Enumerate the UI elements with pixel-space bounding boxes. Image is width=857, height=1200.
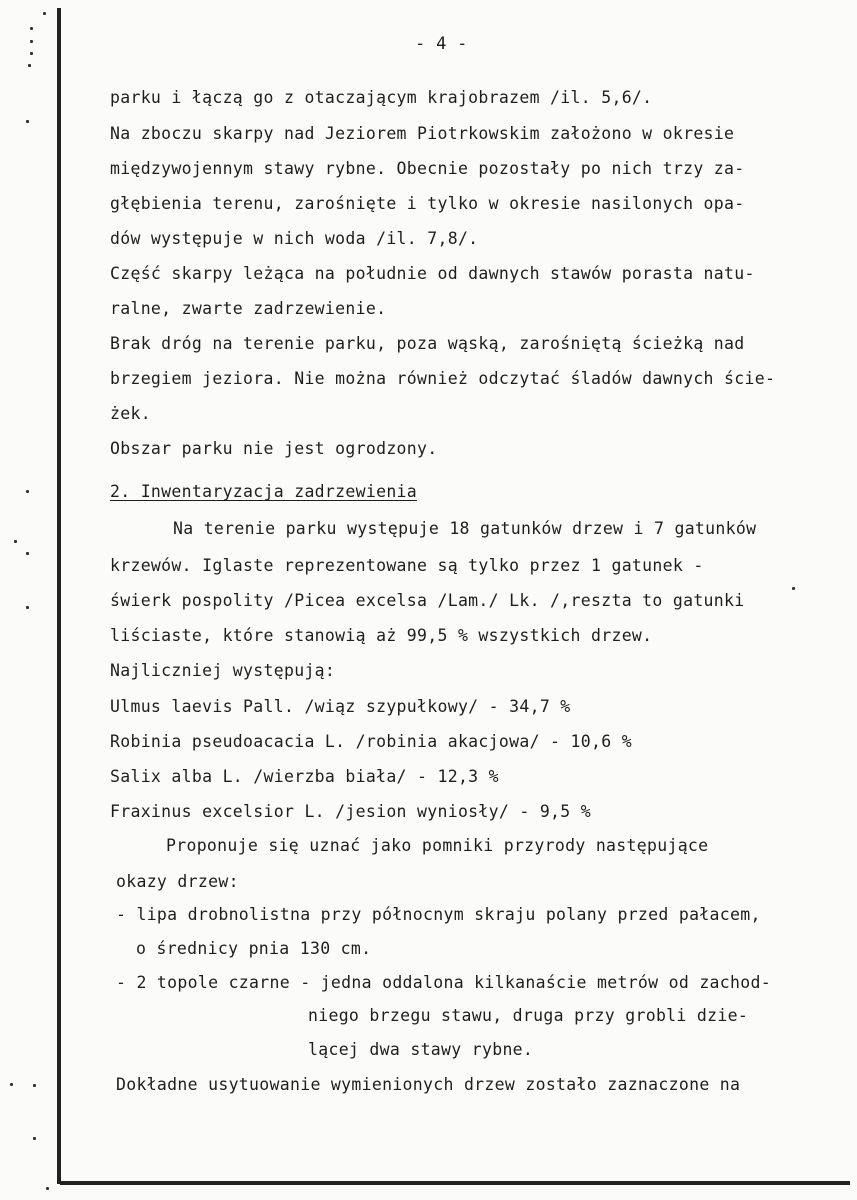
text-line: liściaste, które stanowią aż 99,5 % wszystkich drzew. [110,626,653,645]
text-line: Najliczniej występują: [110,661,336,680]
species-line: Salix alba L. /wierzba biała/ - 12,3 % [110,767,499,786]
text-line: krzewów. Iglaste reprezentowane są tylko przez 1 gatunek - [110,556,704,575]
text-line: niego brzegu stawu, druga przy grobli dzie- [308,1006,749,1025]
margin-mark [14,540,17,543]
text-line: międzywojennym stawy rybne. Obecnie pozostały po nich trzy za- [110,159,745,178]
text-line: głębienia terenu, zarośnięte i tylko w okresie nasilonych opa- [110,194,745,213]
margin-mark [30,27,33,30]
species-line: Robinia pseudoacacia L. /robinia akacjowa/ - 10,6 % [110,732,632,751]
text-line: Część skarpy leżąca na południe od dawnych stawów porasta natu- [110,264,755,283]
margin-mark [28,64,31,67]
margin-mark [33,1084,36,1087]
species-line: Ulmus laevis Pall. /wiąz szypułkowy/ - 34,7 % [110,697,571,716]
text-line: świerk pospolity /Picea excelsa /Lam./ Lk. /,reszta to gatunki [110,591,745,610]
text-line: Na zboczu skarpy nad Jeziorem Piotrkowskim założono w okresie [110,124,735,143]
margin-mark [46,1187,49,1190]
species-line: Fraxinus excelsior L. /jesion wyniosły/ - 9,5 % [110,802,591,821]
text-line: dów występuje w nich woda /il. 7,8/. [110,229,479,248]
text-line: Obszar parku nie jest ogrodzony. [110,439,438,458]
text-line: żek. [110,404,151,423]
margin-mark [30,52,33,55]
margin-mark [43,12,46,15]
list-item: - lipa drobnolistna przy północnym skraju polany przed pałacem, [116,905,761,924]
text-line: Proponuje się uznać jako pomniki przyrody następujące [166,836,709,855]
text-line: Na terenie parku występuje 18 gatunków drzew i 7 gatunków [173,519,757,538]
page-bottom-border [60,1181,850,1185]
text-line: okazy drzew: [116,872,239,891]
margin-mark [26,606,29,609]
text-line: ralne, zwarte zadrzewienie. [110,299,387,318]
text-line: Brak dróg na terenie parku, poza wąską, zarośniętą ścieżką nad [110,334,745,353]
margin-mark [792,587,795,590]
margin-mark [26,490,29,493]
section-heading: 2. Inwentaryzacja zadrzewienia [110,482,418,501]
text-line: Dokładne usytuowanie wymienionych drzew zostało zaznaczone na [116,1075,741,1094]
margin-mark [10,1083,13,1086]
page-number: - 4 - [415,34,468,54]
margin-mark [26,552,29,555]
page-left-border [57,8,61,1184]
text-line: brzegiem jeziora. Nie można również odczytać śladów dawnych ście- [110,369,776,388]
margin-mark [26,120,29,123]
margin-mark [30,40,33,43]
text-line: parku i łączą go z otaczającym krajobrazem /il. 5,6/. [110,88,653,107]
text-line: o średnicy pnia 130 cm. [136,939,372,958]
text-line: lącej dwa stawy rybne. [308,1040,534,1059]
margin-mark [33,1137,36,1140]
list-item: - 2 topole czarne - jedna oddalona kilkanaście metrów od zachod- [116,973,771,992]
